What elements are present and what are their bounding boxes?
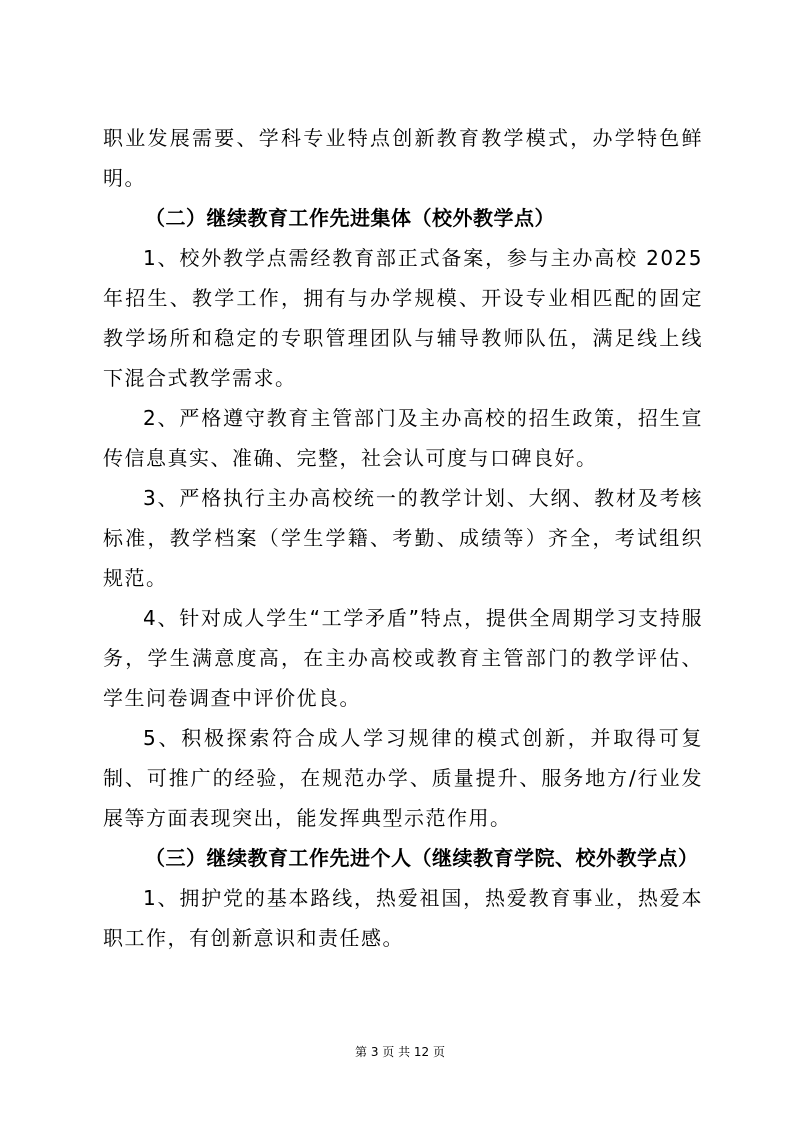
section-heading-advanced-collective: （二）继续教育工作先进集体（校外教学点） — [145, 206, 555, 230]
paragraph-continuation: 职业发展需要、学科专业特点创新教育教学模式，办学特色鲜明。 — [103, 126, 703, 190]
criteria-paragraph: 2、严格遵守教育主管部门及主办高校的招生政策，招生宣传信息真实、准确、完整，社会认可度与口碑良好。 — [103, 406, 703, 470]
criteria-paragraph: 4、针对成人学生“工学矛盾”特点，提供全周期学习支持服务，学生满意度高，在主办高校或教育主管部门的教学评估、学生问卷调查中评价优良。 — [103, 606, 703, 710]
criteria-paragraph: 1、拥护党的基本路线，热爱祖国，热爱教育事业，热爱本职工作，有创新意识和责任感。 — [103, 886, 703, 950]
criteria-paragraph: 3、严格执行主办高校统一的教学计划、大纲、教材及考核标准，教学档案（学生学籍、考勤、成绩等）齐全，考试组织规范。 — [103, 486, 703, 590]
criteria-paragraph: 1、校外教学点需经教育部正式备案，参与主办高校 2025 年招生、教学工作，拥有与办学规模、开设专业相匹配的固定教学场所和稳定的专职管理团队与辅导教师队伍，满足线上线下混合式教学需求。 — [103, 246, 703, 390]
criteria-paragraph: 5、积极探索符合成人学习规律的模式创新，并取得可复制、可推广的经验，在规范办学、质量提升、服务地方/行业发展等方面表现突出，能发挥典型示范作用。 — [103, 726, 703, 830]
section-heading-advanced-individual: （三）继续教育工作先进个人（继续教育学院、校外教学点） — [145, 846, 699, 870]
page-number-footer: 第 3 页 共 12 页 — [355, 1045, 445, 1059]
document-body — [103, 118, 703, 958]
